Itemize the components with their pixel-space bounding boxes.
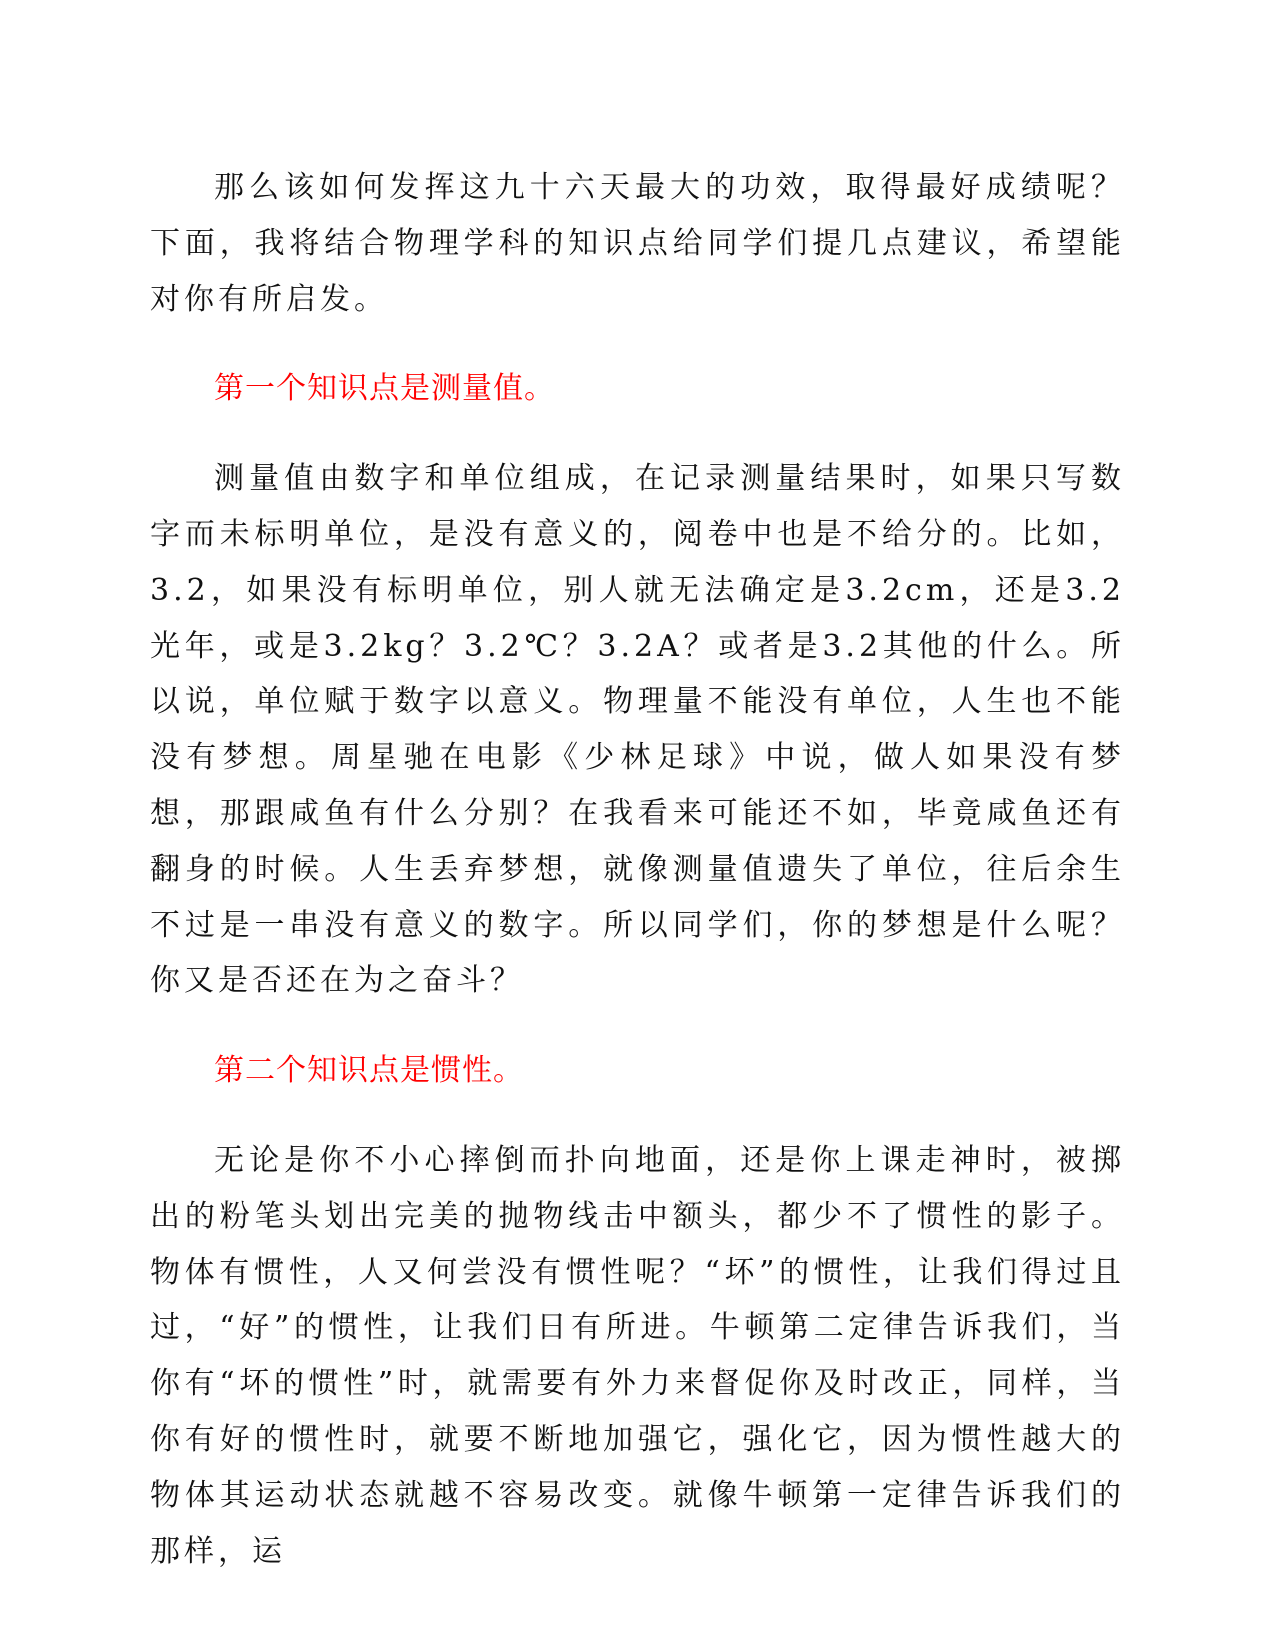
- paragraph-measurement: 测量值由数字和单位组成，在记录测量结果时，如果只写数字而未标明单位，是没有意义的，阅卷中也是不给分的。比如，3.2，如果没有标明单位，别人就无法确定是3.2cm，还是3.2光年，或是3.2kg？3.2℃？3.2A？或者是3.2其他的什么。所以说，单位赋于数字以意义。物理量不能没有单位，人生也不能没有梦想。周星驰在电影《少林足球》中说，做人如果没有梦想，那跟咸鱼有什么分别？在我看来可能还不如，毕竟咸鱼还有翻身的时候。人生丢弃梦想，就像测量值遗失了单位，往后余生不过是一串没有意义的数字。所以同学们，你的梦想是什么呢？你又是否还在为之奋斗？: [150, 461, 1125, 999]
- paragraph-intro: 那么该如何发挥这九十六天最大的功效，取得最好成绩呢？下面，我将结合物理学科的知识点给同学们提几点建议，希望能对你有所启发。: [150, 170, 1125, 317]
- document-body: [150, 160, 1125, 1579]
- paragraph-inertia: 无论是你不小心摔倒而扑向地面，还是你上课走神时，被掷出的粉笔头划出完美的抛物线击中额头，都少不了惯性的影子。物体有惯性，人又何尝没有惯性呢？“坏”的惯性，让我们得过且过，“好”的惯性，让我们日有所进。牛顿第二定律告诉我们，当你有“坏的惯性”时，就需要有外力来督促你及时改正，同样，当你有好的惯性时，就要不断地加强它，强化它，因为惯性越大的物体其运动状态就越不容易改变。就像牛顿第一定律告诉我们的那样，运: [150, 1142, 1125, 1569]
- section-heading-measurement: 第一个知识点是测量值。: [214, 371, 555, 407]
- section-heading-inertia: 第二个知识点是惯性。: [214, 1053, 524, 1089]
